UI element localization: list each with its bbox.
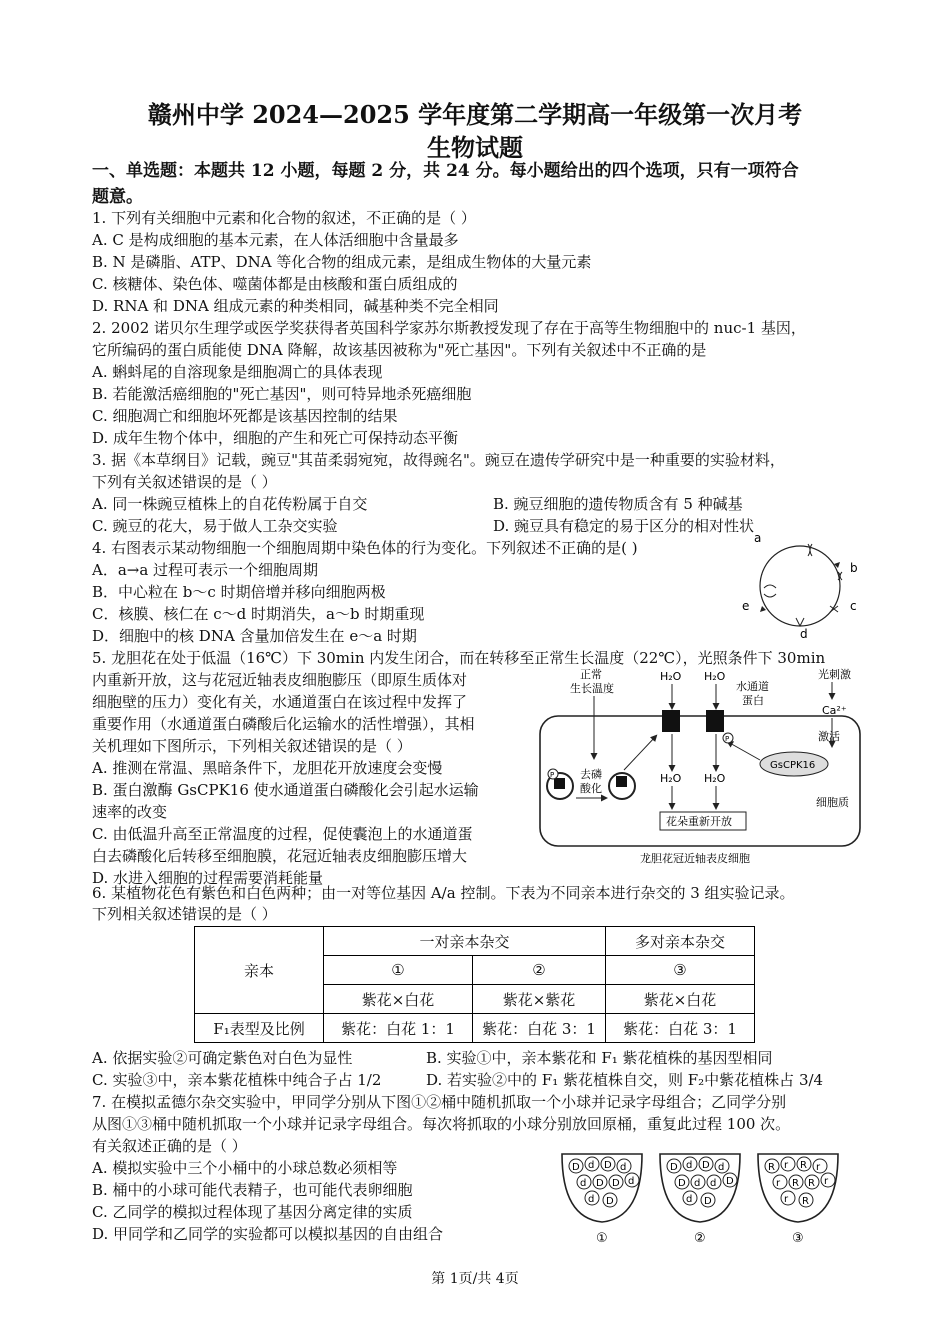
q5-stem-line3: 细胞壁的压力）变化有关，水通道蛋白在该过程中发挥了 bbox=[92, 693, 468, 711]
bucket-ball-label: R bbox=[802, 1196, 809, 1207]
q1-stem: 1. 下列有关细胞中元素和化合物的叙述，不正确的是（ ） bbox=[92, 209, 476, 227]
bucket-ball-label: D bbox=[612, 1178, 620, 1189]
bucket-label-3: ③ bbox=[792, 1231, 804, 1246]
fig-light: 光刺激 bbox=[818, 668, 851, 681]
q3-option-c: C. 豌豆的花大，易于做人工杂交实验 bbox=[92, 517, 338, 535]
fig-reopen: 花朵重新开放 bbox=[666, 815, 732, 828]
q1-option-d: D. RNA 和 DNA 组成元素的种类相同，碱基种类不完全相同 bbox=[92, 297, 499, 315]
bucket-ball-label: d bbox=[694, 1178, 701, 1189]
q2-option-b: B. 若能激活癌细胞的"死亡基因"，则可特异地杀死癌细胞 bbox=[92, 385, 472, 403]
fig-dephos-2: 酸化 bbox=[580, 782, 602, 795]
table-exp-3: ③ bbox=[606, 956, 755, 985]
q7-stem-line3: 有关叙述正确的是（ ） bbox=[92, 1137, 247, 1155]
bucket-ball-label: r bbox=[784, 1194, 789, 1205]
q2-option-a: A. 蝌蚪尾的自溶现象是细胞凋亡的具体表现 bbox=[92, 363, 383, 381]
q5-option-c: C. 由低温升高至正常温度的过程，促使囊泡上的水通道蛋 bbox=[92, 825, 473, 843]
q5-stem-line5: 关机理如下图所示，下列相关叙述错误的是（ ） bbox=[92, 737, 412, 755]
bucket-label-2: ② bbox=[694, 1231, 706, 1246]
table-cross-3: 紫花×白花 bbox=[606, 985, 755, 1014]
table-header-parent: 亲本 bbox=[195, 927, 324, 1014]
q4-option-d: D．细胞中的核 DNA 含量加倍发生在 e～a 时期 bbox=[92, 627, 417, 645]
bucket-ball-label: D bbox=[604, 1160, 612, 1171]
q6-option-d: D. 若实验②中的 F₁ 紫花植株自交，则 F₂中紫花植株占 3/4 bbox=[426, 1071, 824, 1089]
bucket-ball-label: d bbox=[686, 1194, 693, 1205]
fig-caption: 龙胆花冠近轴表皮细胞 bbox=[640, 852, 750, 865]
q5-stem-line2: 内重新开放，这与花冠近轴表皮细胞膨压（即原生质体对 bbox=[92, 671, 468, 689]
fig-ca: Ca²⁺ bbox=[822, 704, 847, 717]
q2-option-d: D. 成年生物个体中，细胞的产生和死亡可保持动态平衡 bbox=[92, 429, 459, 447]
q3-stem-line1: 3. 据《本草纲目》记载，豌豆"其苗柔弱宛宛，故得豌名"。豌豆在遗传学研究中是一种重要的实验材料， bbox=[92, 451, 785, 469]
bucket-ball-label: d bbox=[588, 1194, 595, 1205]
bucket-ball-label: r bbox=[824, 1176, 829, 1187]
bucket-ball-label: D bbox=[678, 1178, 686, 1189]
fig-h2o-mid-2: H₂O bbox=[704, 772, 726, 785]
q6-option-a: A. 依据实验②可确定紫色对白色为显性 bbox=[92, 1049, 353, 1067]
q4-label-e: e bbox=[742, 599, 750, 613]
bucket-ball-label: R bbox=[800, 1160, 807, 1171]
q4-label-c: c bbox=[850, 599, 857, 613]
bucket-ball-label: d bbox=[588, 1160, 595, 1171]
fig-normal-temp: 正常 bbox=[580, 668, 602, 681]
bucket-ball-label: D bbox=[596, 1178, 604, 1189]
fig-normal-temp-2: 生长温度 bbox=[570, 682, 614, 695]
fig-h2o-mid-1: H₂O bbox=[660, 772, 682, 785]
exam-subtitle: 生物试题 bbox=[427, 133, 523, 162]
bucket-ball-label: d bbox=[580, 1178, 587, 1189]
bucket-ball-label: D bbox=[572, 1162, 580, 1173]
table-result-3: 紫花：白花 3：1 bbox=[606, 1014, 755, 1043]
bucket-ball-label: d bbox=[686, 1160, 693, 1171]
bucket-ball-label: r bbox=[776, 1178, 781, 1189]
fig-aquaporin-2: 蛋白 bbox=[742, 694, 764, 707]
cross-experiment-table bbox=[194, 926, 755, 1043]
q5-option-d: D. 水进入细胞的过程需要消耗能量 bbox=[92, 869, 324, 887]
fig-cytoplasm: 细胞质 bbox=[816, 796, 849, 809]
q7-option-a: A. 模拟实验中三个小桶中的小球总数必须相等 bbox=[92, 1159, 398, 1177]
bucket-ball-label: D bbox=[606, 1196, 614, 1207]
table-cross-1: 紫花×白花 bbox=[324, 985, 473, 1014]
q2-option-c: C. 细胞凋亡和细胞坏死都是该基因控制的结果 bbox=[92, 407, 398, 425]
q6-option-c: C. 实验③中，亲本紫花植株中纯合子占 1/2 bbox=[92, 1071, 382, 1089]
bucket-ball-label: D bbox=[670, 1162, 678, 1173]
bucket-ball-label: R bbox=[808, 1178, 815, 1189]
fig-p-tag-membrane: P bbox=[725, 735, 730, 743]
table-f1-label: F₁表型及比例 bbox=[195, 1014, 324, 1043]
fig-p-tag-vesicle: P bbox=[550, 771, 555, 779]
q5-option-c-cont: 白去磷酸化后转移至细胞膜，花冠近轴表皮细胞膨压增大 bbox=[92, 847, 468, 865]
q2-stem-line1: 2. 2002 诺贝尔生理学或医学奖获得者英国科学家苏尔斯教授发现了存在于高等生物细胞中的 nuc-1 基因， bbox=[92, 319, 806, 337]
q7-stem-line1: 7. 在模拟孟德尔杂交实验中，甲同学分别从下图①②桶中随机抓取一个小球并记录字母组合；乙同学分别 bbox=[92, 1093, 787, 1111]
q5-stem-line4: 重要作用（水通道蛋白磷酸后化运输水的活性增强），其相 bbox=[92, 715, 475, 733]
bucket-ball-label: D bbox=[702, 1160, 710, 1171]
q3-option-a: A. 同一株豌豆植株上的自花传粉属于自交 bbox=[92, 495, 368, 513]
q7-option-b: B. 桶中的小球可能代表精子，也可能代表卵细胞 bbox=[92, 1181, 413, 1199]
q4-label-a: a bbox=[754, 531, 762, 545]
q4-option-a: A．a→a 过程可表示一个细胞周期 bbox=[92, 561, 319, 579]
q4-stem: 4. 右图表示某动物细胞一个细胞周期中染色体的行为变化。下列叙述不正确的是( ) bbox=[92, 539, 638, 557]
q1-option-b: B. N 是磷脂、ATP、DNA 等化合物的组成元素，是组成生物体的大量元素 bbox=[92, 253, 592, 271]
bucket-ball-label: d bbox=[620, 1162, 627, 1173]
q3-option-d: D. 豌豆具有稳定的易于区分的相对性状 bbox=[493, 517, 755, 535]
q7-option-d: D. 甲同学和乙同学的实验都可以模拟基因的自由组合 bbox=[92, 1225, 444, 1243]
q6-option-b: B. 实验①中，亲本紫花和 F₁ 紫花植株的基因型相同 bbox=[426, 1049, 773, 1067]
table-exp-1: ① bbox=[324, 956, 473, 985]
q5-option-a: A. 推测在常温、黑暗条件下，龙胆花开放速度会变慢 bbox=[92, 759, 443, 777]
q2-stem-line2: 它所编码的蛋白质能使 DNA 降解，故该基因被称为"死亡基因"。下列有关叙述中不正确的是 bbox=[92, 341, 707, 359]
q4-label-b: b bbox=[850, 561, 858, 575]
q4-option-b: B．中心粒在 b～c 时期倍增并移向细胞两极 bbox=[92, 583, 386, 601]
q1-option-c: C. 核糖体、染色体、噬菌体都是由核酸和蛋白质组成的 bbox=[92, 275, 458, 293]
fig-gscpk16: GsCPK16 bbox=[770, 760, 816, 771]
bucket-ball-label: D bbox=[726, 1176, 734, 1187]
table-cross-2: 紫花×紫花 bbox=[473, 985, 606, 1014]
bucket-ball-label: r bbox=[784, 1160, 789, 1171]
section-heading-cont: 题意。 bbox=[92, 187, 143, 207]
fig-h2o-top-2: H₂O bbox=[704, 670, 726, 683]
fig-aquaporin-1: 水通道 bbox=[736, 680, 769, 693]
fig-activate: 激活 bbox=[818, 730, 840, 743]
bucket-ball-label: R bbox=[768, 1162, 775, 1173]
table-result-1: 紫花：白花 1：1 bbox=[324, 1014, 473, 1043]
bucket-label-1: ① bbox=[596, 1231, 608, 1246]
q3-option-b: B. 豌豆细胞的遗传物质含有 5 种碱基 bbox=[493, 495, 743, 513]
table-result-2: 紫花：白花 3：1 bbox=[473, 1014, 606, 1043]
q5-stem-line1: 5. 龙胆花在处于低温（16℃）下 30min 内发生闭合，而在转移至正常生长温度（22℃），光照条件下 30min bbox=[92, 649, 826, 667]
table-exp-2: ② bbox=[473, 956, 606, 985]
aquaporin-mechanism-figure bbox=[536, 666, 866, 866]
q3-stem-line2: 下列有关叙述错误的是（ ） bbox=[92, 473, 277, 491]
section-heading: 一、单选题：本题共 12 小题，每题 2 分，共 24 分。每小题给出的四个选项，只有一项符合 bbox=[92, 161, 799, 181]
fig-h2o-top-1: H₂O bbox=[660, 670, 682, 683]
bucket-ball-label: d bbox=[710, 1178, 717, 1189]
bucket-ball-label: D bbox=[704, 1196, 712, 1207]
bucket-figure bbox=[556, 1146, 846, 1246]
bucket-ball-label: d bbox=[628, 1176, 635, 1187]
q5-option-b: B. 蛋白激酶 GsCPK16 使水通道蛋白磷酸化会引起水运输 bbox=[92, 781, 479, 799]
bucket-ball-label: R bbox=[792, 1178, 799, 1189]
q5-option-b-cont: 速率的改变 bbox=[92, 803, 168, 821]
table-header-single-pair: 一对亲本杂交 bbox=[324, 927, 606, 956]
q6-stem-line1: 6. 某植物花色有紫色和白色两种；由一对等位基因 A/a 控制。下表为不同亲本进行杂交的 3 组实验记录。 bbox=[92, 884, 795, 902]
q7-option-c: C. 乙同学的模拟过程体现了基因分离定律的实质 bbox=[92, 1203, 413, 1221]
cell-cycle-figure bbox=[738, 528, 860, 640]
q6-stem-line2: 下列相关叙述错误的是（ ） bbox=[92, 905, 277, 923]
q1-option-a: A. C 是构成细胞的基本元素，在人体活细胞中含量最多 bbox=[92, 231, 459, 249]
fig-dephos-1: 去磷 bbox=[580, 768, 602, 781]
page-number: 第 1页/共 4页 bbox=[431, 1271, 519, 1287]
table-header-multi-pair: 多对亲本杂交 bbox=[606, 927, 755, 956]
q4-label-d: d bbox=[800, 627, 808, 640]
bucket-ball-label: r bbox=[816, 1162, 821, 1173]
exam-title: 赣州中学 2024—2025 学年度第二学期高一年级第一次月考 bbox=[147, 100, 803, 129]
q7-stem-line2: 从图①③桶中随机抓取一个小球并记录字母组合。每次将抓取的小球分别放回原桶，重复此过程 100 次。 bbox=[92, 1115, 791, 1133]
q4-option-c: C．核膜、核仁在 c～d 时期消失，a～b 时期重现 bbox=[92, 605, 425, 623]
bucket-ball-label: d bbox=[718, 1162, 725, 1173]
